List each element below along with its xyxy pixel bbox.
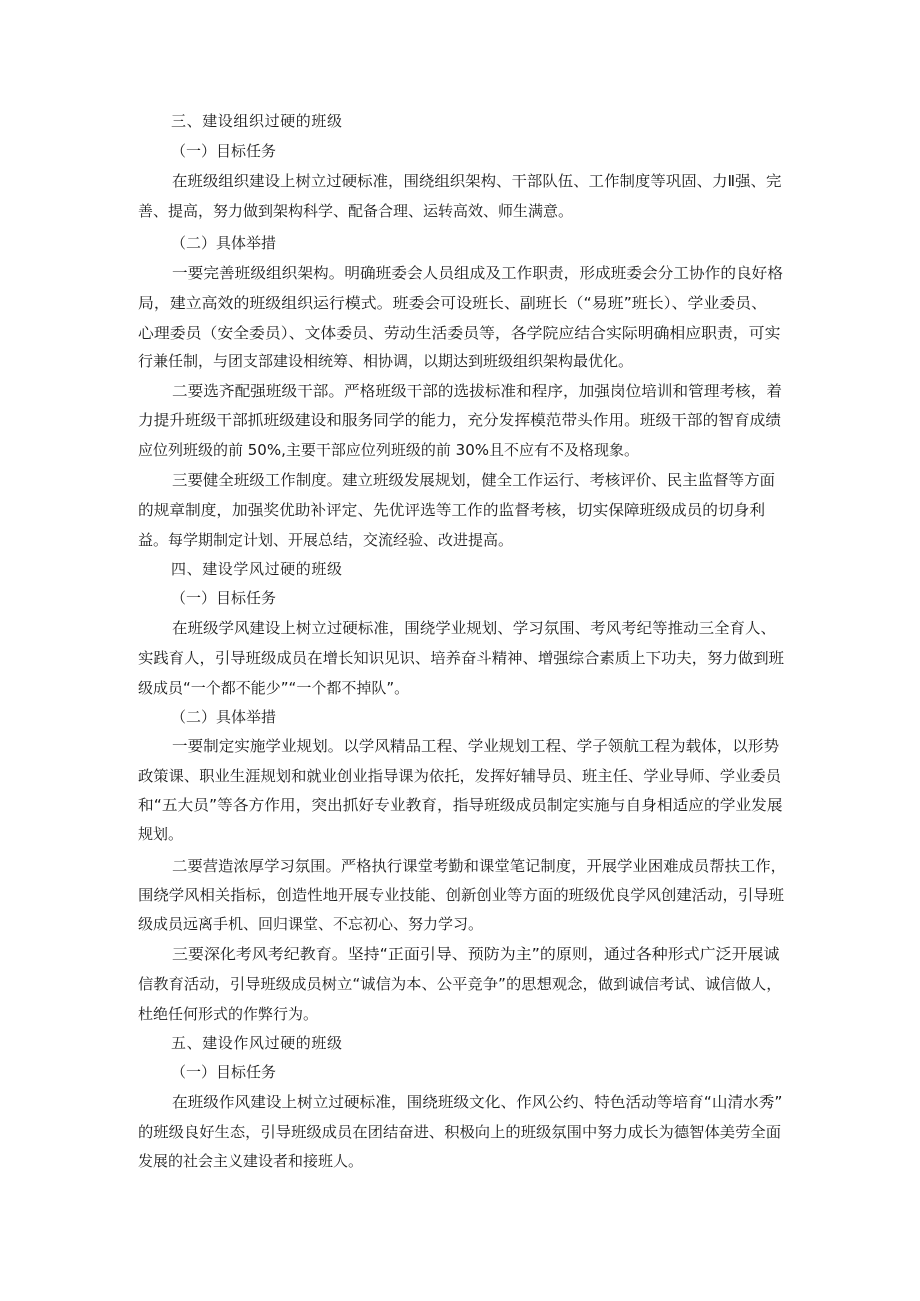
s4-p3-line-1: 二要营造浓厚学习氛围。严格执行课堂考勤和课堂笔记制度，开展学业困难成员帮扶工作， [172, 857, 787, 875]
s4-p2-line-4: 规划。 [138, 825, 184, 843]
s3-p2-line-3: 心理委员（安全委员）、文体委员、劳动生活委员等，各学院应结合实际明确相应职责，可实 [138, 324, 781, 342]
s3-p1-line-1: 在班级组织建设上树立过硬标准，围绕组织架构、干部队伍、工作制度等巩固、力Ⅱ强、完 [172, 172, 782, 190]
s4-p2-line-2: 政策课、职业生涯规划和就业创业指导课为依托，发挥好辅导员、班主任、学业导师、学业委员 [138, 767, 782, 785]
s4-p4-line-1: 三要深化考风考纪教育。坚持“正面引导、预防为主”的原则，通过各种形式广泛开展诚 [172, 945, 780, 963]
s3-p3-line-1: 二要选齐配强班级干部。严格班级干部的选拔标准和程序，加强岗位培训和管理考核，着 [172, 382, 783, 400]
s3-p3-line-2: 力提升班级干部抓班级建设和服务同学的能力，充分发挥模范带头作用。班级干部的智育成绩 [138, 411, 782, 429]
s3-p2-line-1: 一要完善班级组织架构。明确班委会人员组成及工作职责，形成班委会分工协作的良好格 [172, 264, 784, 282]
section-3-heading: 三、建设组织过硬的班级 [171, 112, 343, 130]
section-4-heading: 四、建设学风过硬的班级 [171, 560, 343, 578]
s3-p3-line-3: 应位列班级的前 50%,主要干部应位列班级的前 30%且不应有不及格现象。 [138, 441, 639, 459]
section-5-heading: 五、建设作风过硬的班级 [171, 1034, 343, 1052]
s3-p4-line-3: 益。每学期制定计划、开展总结，交流经验、改进提高。 [138, 531, 514, 549]
s3-p4-line-2: 的规章制度，加强奖优助补评定、先优评选等工作的监督考核，切实保障班级成员的切身利 [138, 501, 766, 519]
s5-p1-line-3: 发展的社会主义建设者和接班人。 [138, 1152, 364, 1170]
section-3-subheading-target: （一）目标任务 [171, 142, 277, 160]
section-4-subheading-target: （一）目标任务 [171, 589, 277, 607]
section-3-subheading-measures: （二）具体举措 [171, 234, 277, 252]
s4-p1-line-1: 在班级学风建设上树立过硬标准，围绕学业规划、学习氛围、考风考纪等推动三全育人、 [172, 619, 777, 637]
s3-p1-line-2: 善、提高，努力做到架构科学、配备合理、运转高效、师生满意。 [138, 202, 574, 220]
s3-p2-line-4: 行兼任制，与团支部建设相统筹、相协调，以期达到班级组织架构最优化。 [138, 352, 634, 370]
s4-p4-line-2: 信教育活动，引导班级成员树立“诚信为本、公平竞争”的思想观念，做到诚信考试、诚信做人， [138, 975, 782, 993]
s3-p2-line-2: 局，建立高效的班级组织运行模式。班委会可设班长、副班长（“易班”班长）、学业委员、 [138, 294, 768, 312]
s4-p1-line-2: 实践育人，引导班级成员在增长知识见识、培养奋斗精神、增强综合素质上下功夫，努力做到班 [138, 649, 785, 667]
s5-p1-line-1: 在班级作风建设上树立过硬标准，围绕班级文化、作风公约、特色活动等培育“山清水秀” [172, 1093, 783, 1111]
s4-p2-line-1: 一要制定实施学业规划。以学风精品工程、学业规划工程、学子领航工程为载体，以形势 [172, 737, 780, 755]
s4-p4-line-3: 杜绝任何形式的作弊行为。 [138, 1005, 319, 1023]
s4-p3-line-3: 级成员远离手机、回归课堂、不忘初心、努力学习。 [138, 915, 484, 933]
s4-p2-line-3: 和“五大员”等各方作用，突出抓好专业教育，指导班级成员制定实施与自身相适应的学业发展 [138, 796, 783, 814]
section-4-subheading-measures: （二）具体举措 [171, 708, 277, 726]
s5-p1-line-2: 的班级良好生态，引导班级成员在团结奋进、积极向上的班级氛围中努力成长为德智体美劳全面 [138, 1123, 782, 1141]
s3-p4-line-1: 三要健全班级工作制度。建立班级发展规划，健全工作运行、考核评价、民主监督等方面 [172, 471, 776, 489]
s4-p1-line-3: 级成员“一个都不能少”“一个都不掉队”。 [138, 679, 410, 697]
s4-p3-line-2: 围绕学风相关指标，创造性地开展专业技能、创新创业等方面的班级优良学风创建活动，引导班 [138, 886, 785, 904]
section-5-subheading-target: （一）目标任务 [171, 1063, 277, 1081]
